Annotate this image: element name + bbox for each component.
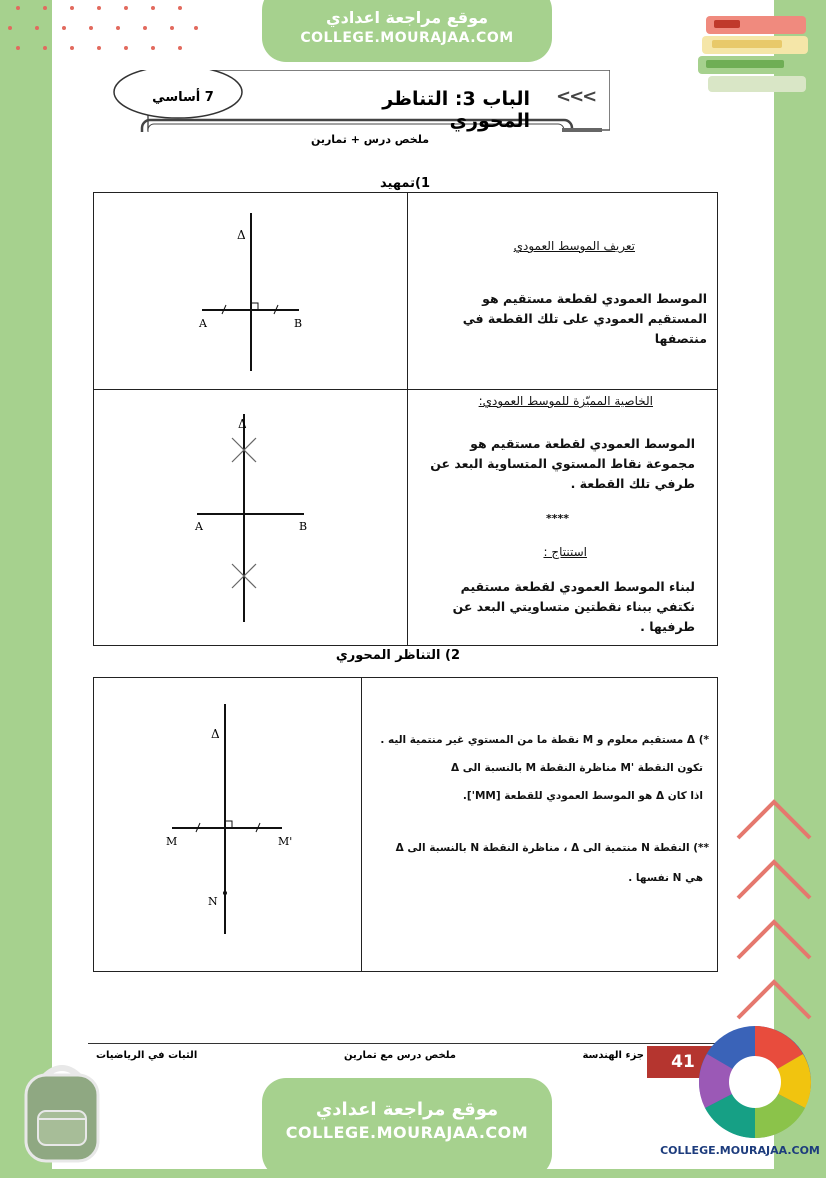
- symmetry-line-4: **) النقطة N منتمية الى Δ ، مناظرة النقطة N بالنسبة الى Δ: [395, 842, 709, 854]
- construction-figure: [94, 390, 407, 645]
- symmetry-line-5: هي N نفسها .: [628, 872, 703, 884]
- books-logo: [692, 10, 820, 96]
- top-banner[interactable]: [262, 0, 552, 62]
- footer-divider: [88, 1043, 720, 1044]
- chapter-subtitle: ملخص درس + تمارين: [310, 133, 430, 146]
- side-chevrons-decoration: [730, 790, 820, 1050]
- logo-url-text[interactable]: COLLEGE.MOURAJAA.COM: [660, 1144, 820, 1157]
- definition-title: تعريف الموسط العمودي: [513, 239, 635, 253]
- figure-delta-label: Δ: [238, 417, 247, 431]
- chapter-title: الباب 3: التناظر المحوري: [382, 88, 530, 132]
- site-logo-wheel[interactable]: [695, 1022, 815, 1142]
- axial-symmetry-figure: [94, 678, 361, 971]
- bottom-banner[interactable]: [262, 1078, 552, 1178]
- figure-point-m-prime: M': [278, 835, 293, 848]
- section1-heading: 1)تمهيد: [380, 176, 430, 191]
- section2-heading: 2) التناظر المحوري: [335, 648, 460, 663]
- row2-text-cell: [408, 390, 718, 646]
- symmetry-line-3: اذا كان Δ هو الموسط العمودي للقطعة [MM'].: [462, 790, 703, 802]
- figure-point-b: B: [299, 520, 308, 533]
- figure-delta-label: Δ: [211, 727, 220, 741]
- symmetry-text-cell: [362, 678, 718, 972]
- figure-delta-label: Δ: [237, 228, 246, 242]
- perpendicular-bisector-figure: [94, 193, 407, 389]
- figure-point-m: M: [166, 835, 178, 848]
- banner-site-name: موقع مراجعة اعدادي: [325, 8, 489, 27]
- conclusion-title: استنتاج :: [543, 545, 587, 559]
- property-title: الخاصية المميّزة للموسط العمودي:: [478, 394, 653, 408]
- symmetry-line-1: *) Δ مستقيم معلوم و M نقطة ما من المستوي غير منتمية اليه .: [380, 734, 709, 746]
- figure-point-a: A: [199, 317, 207, 330]
- figure-point-b: B: [294, 317, 303, 330]
- banner-site-name: موقع مراجعة اعدادي: [315, 1099, 499, 1120]
- banner-site-url[interactable]: COLLEGE.MOURAJAA.COM: [285, 1123, 529, 1142]
- row1-figure-cell: [94, 193, 408, 390]
- banner-site-url[interactable]: COLLEGE.MOURAJAA.COM: [300, 30, 514, 46]
- decorative-dots: [0, 0, 210, 60]
- backpack-icon: [12, 1055, 112, 1165]
- definition-body: الموسط العمودي لقطعة مستقيم هو المستقيم العمودي على تلك القطعة في منتصفها: [462, 291, 707, 346]
- section2-table: [93, 677, 718, 972]
- property-body: الموسط العمودي لقطعة مستقيم هو مجموعة نقاط المستوي المتساوية البعد عن طرفي تلك القطعة .: [430, 436, 695, 491]
- section1-table: [93, 192, 718, 646]
- footer-description: ملخص درس مع تمارين: [343, 1050, 456, 1061]
- level-label: 7 أساسي: [152, 90, 214, 105]
- separator-stars: ****: [545, 512, 569, 525]
- row2-figure-cell: [94, 390, 408, 646]
- symmetry-figure-cell: [94, 678, 362, 972]
- conclusion-body: لبناء الموسط العمودي لقطعة مستقيم نكتفي ببناء نقطتين متساويتي البعد عن طرفيها .: [452, 579, 695, 634]
- symmetry-line-2: تكون النقطة 'M مناظرة النقطة M بالنسبة الى Δ: [450, 762, 703, 774]
- header-chevrons: <<<: [556, 86, 596, 107]
- row1-text-cell: [408, 193, 718, 390]
- figure-point-a: A: [195, 520, 203, 533]
- figure-point-n: N: [208, 895, 218, 908]
- footer-section: جزء الهندسة: [582, 1050, 644, 1061]
- footer-book-title: الثبات في الرياضيات: [96, 1050, 198, 1061]
- page-number: 41: [647, 1046, 719, 1078]
